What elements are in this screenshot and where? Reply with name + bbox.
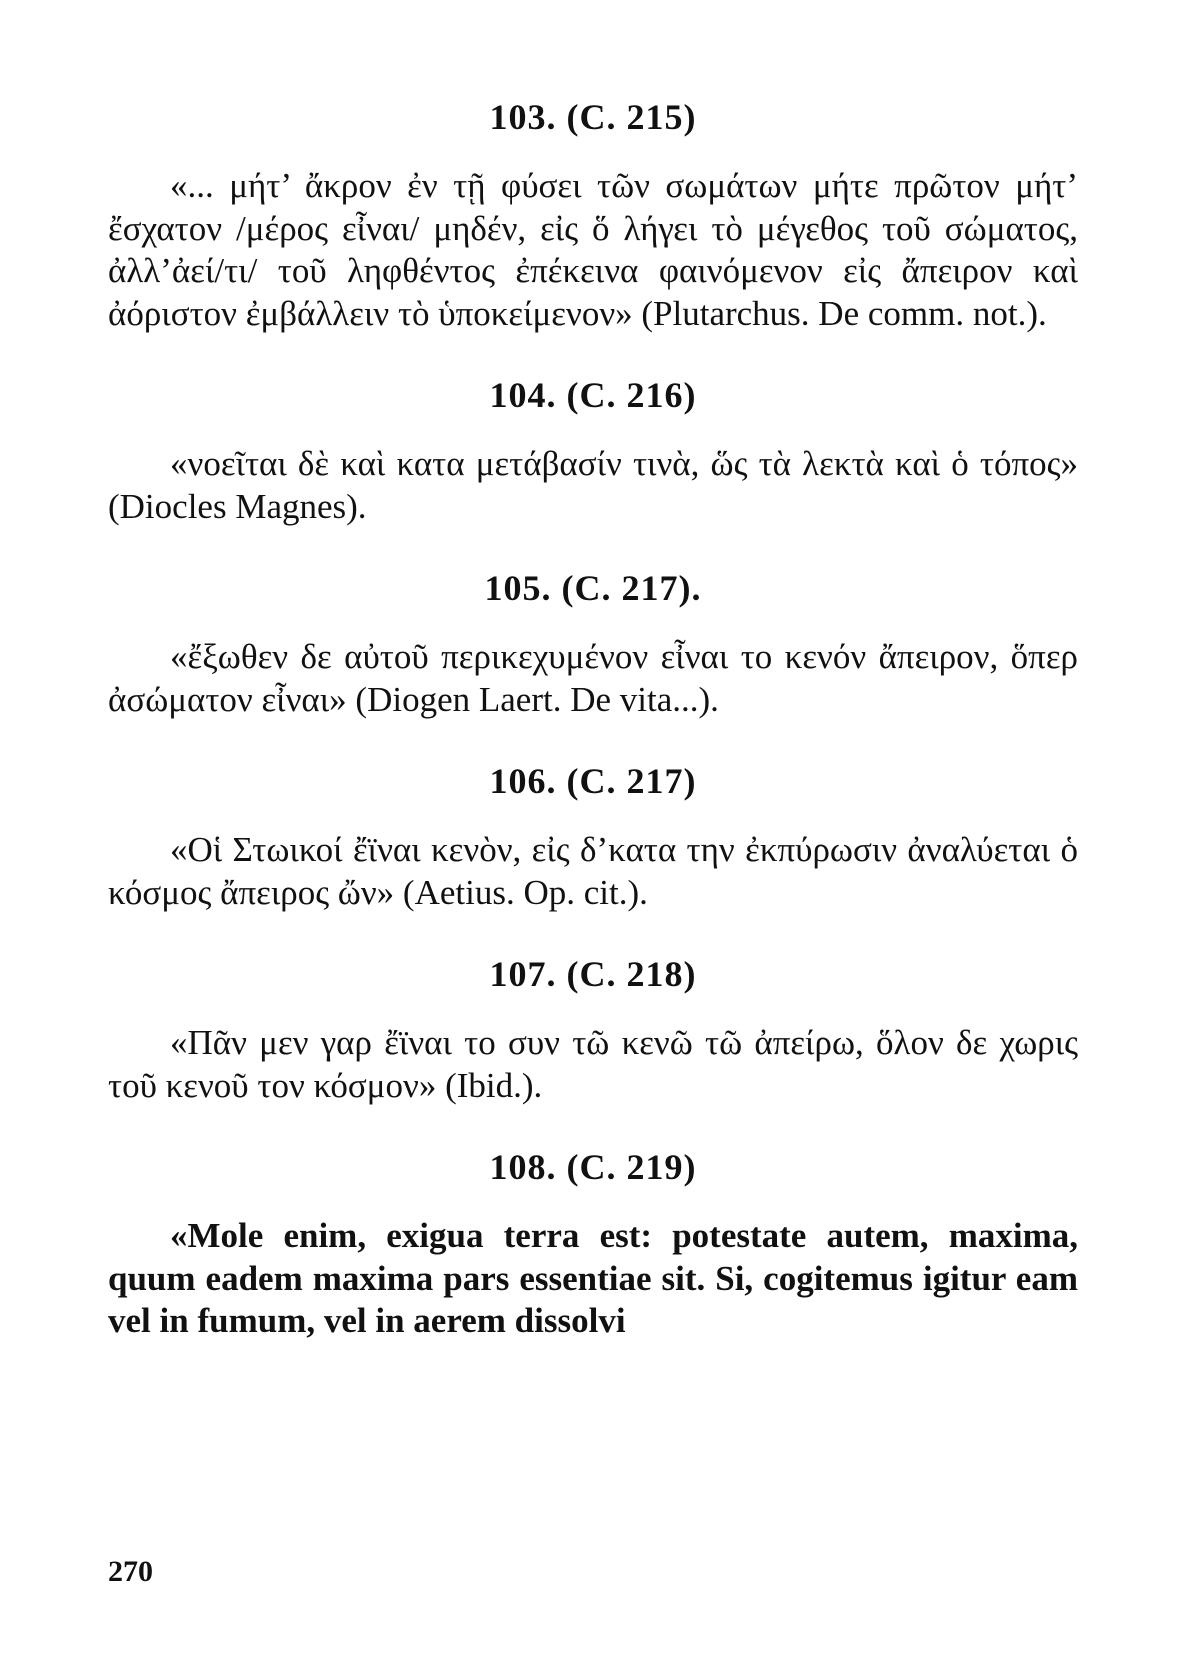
- entry-heading: 106. (C. 217): [489, 761, 697, 801]
- entry-heading: 103. (C. 215): [489, 97, 697, 137]
- page-number: 270: [108, 1555, 153, 1588]
- entry-heading: 104. (C. 216): [489, 375, 697, 415]
- entry-108: [108, 1145, 1078, 1343]
- entry-text: «Οἱ Στωικοί ἔϊναι κενὸν, εἰς δ’κατα την ἐκπύρωσιν ἀναλύεται ὁ κόσμος ἄπειρος ὤν» (Aetius. Op. cit.).: [108, 830, 1078, 912]
- page-body: [108, 95, 1078, 1343]
- entry-105: [108, 566, 1078, 721]
- entry-text: «Πᾶν μεν γαρ ἔϊναι το συν τῶ κενῶ τῶ ἀπείρω, ὅλον δε χωρις τοῦ κενοῦ τον κόσμον» (Ibid.).: [108, 1023, 1078, 1105]
- entry-text: «ἔξωθεν δε αὐτοῦ περικεχυμένον εἶναι το κενόν ἄπειρον, ὅπερ ἀσώματον εἶναι» (Diogen Laert. De vita...).: [108, 637, 1078, 719]
- entry-106: [108, 759, 1078, 914]
- entry-103: [108, 95, 1078, 335]
- entry-text: «νοεῖται δὲ καὶ κατα μετάβασίν τινὰ, ὥς τὰ λεκτὰ καὶ ὁ τόπος» (Diocles Magnes).: [108, 444, 1078, 526]
- entry-104: [108, 373, 1078, 528]
- entry-107: [108, 952, 1078, 1107]
- entry-heading: 105. (C. 217).: [484, 568, 702, 608]
- entry-heading: 107. (C. 218): [489, 954, 697, 994]
- entry-heading: 108. (C. 219): [489, 1147, 697, 1187]
- entry-text: «Mole enim, exigua terra est: potestate autem, maxima, quum eadem maxima pars essentiae sit. Si, cogitemus igitur eam vel in fumum, vel in aerem dissolvi: [108, 1216, 1078, 1340]
- entry-text: «... μήτ’ ἄκρον ἐν τῇ φύσει τῶν σωμάτων μήτε πρῶτον μήτ’ ἔσχατον /μέρος εἶναι/ μηδέν, εἰς ὅ λήγει τὸ μέγεθος τοῦ σώματος, ἀλλ’ἀεί/τι/ τοῦ ληφθέντος ἐπέκεινα φαινόμενον εἰς ἄπειρον καὶ ἀόριστον ἐμβάλλειν τὸ ὑποκείμενον» (Plutarchus. De comm. not.).: [108, 166, 1078, 333]
